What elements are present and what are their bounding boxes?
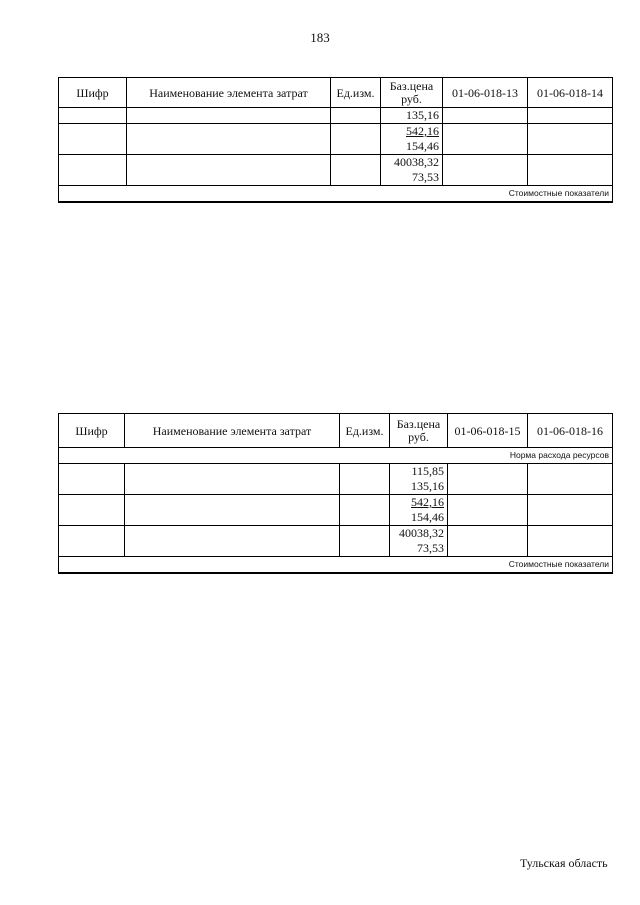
row-value-1 [443, 108, 528, 124]
summary-label [59, 573, 340, 574]
row-code [59, 155, 127, 170]
row-value-1 [448, 495, 528, 526]
row-price [381, 124, 443, 155]
cost-note-row [59, 186, 613, 202]
summary-label [59, 202, 331, 203]
column-header: Баз.цена руб. [390, 414, 448, 448]
row-unit [331, 124, 381, 155]
row-unit [340, 526, 390, 541]
row-unit [331, 170, 381, 186]
summary-value-1 [443, 202, 528, 203]
row-value-2 [528, 108, 613, 124]
footer-region: Тульская область [520, 856, 608, 870]
row-price: 135,16 [390, 479, 448, 494]
column-header: Ед.изм. [331, 78, 381, 108]
row-name [125, 479, 340, 494]
row-price: 73,53 [390, 541, 448, 557]
column-header: 01-06-018-13 [443, 78, 528, 108]
row-code [59, 541, 125, 557]
cost-note-row [59, 557, 613, 573]
row-value-2 [528, 541, 613, 557]
row-value-2 [528, 526, 613, 541]
row-code [59, 124, 127, 155]
summary-price [381, 202, 443, 203]
column-header: Шифр [59, 78, 127, 108]
row-unit [331, 155, 381, 170]
row-name [125, 495, 340, 526]
column-header: 01-06-018-16 [528, 414, 613, 448]
table-row [59, 464, 613, 480]
summary-row [59, 202, 613, 203]
table-row [59, 479, 613, 494]
column-header: Баз.цена руб. [381, 78, 443, 108]
table-row [59, 155, 613, 170]
row-code [59, 479, 125, 494]
price-value: 542,16 [406, 124, 439, 138]
row-name [127, 170, 331, 186]
row-price: 40038,32 [381, 155, 443, 170]
row-value-2 [528, 479, 613, 494]
row-unit [340, 541, 390, 557]
column-header: Ед.изм. [340, 414, 390, 448]
row-price: 115,85 [390, 464, 448, 480]
row-name [125, 541, 340, 557]
table-row [59, 170, 613, 186]
row-unit [340, 464, 390, 480]
row-name [125, 526, 340, 541]
price-value-2: 154,46 [406, 139, 439, 153]
summary-value-1 [448, 573, 528, 574]
row-value-2 [528, 170, 613, 186]
row-code [59, 526, 125, 541]
row-value-1 [448, 464, 528, 480]
header-row [59, 78, 613, 108]
page-number: 183 [310, 30, 330, 45]
row-price [390, 495, 448, 526]
table-row [59, 541, 613, 557]
row-code [59, 464, 125, 480]
column-header: 01-06-018-14 [528, 78, 613, 108]
row-value-2 [528, 124, 613, 155]
norm-note: Норма расхода ресурсов [59, 448, 613, 464]
row-name [127, 155, 331, 170]
column-header: Наименование элемента затрат [125, 414, 340, 448]
column-header: Наименование элемента затрат [127, 78, 331, 108]
row-value-1 [448, 526, 528, 541]
table-row [59, 495, 613, 526]
row-unit [340, 495, 390, 526]
cost-note: Стоимостные показатели [59, 186, 613, 202]
row-name [125, 464, 340, 480]
row-price: 135,16 [381, 108, 443, 124]
table-row [59, 108, 613, 124]
row-value-2 [528, 464, 613, 480]
row-code [59, 108, 127, 124]
column-header: Шифр [59, 414, 125, 448]
norm-note-row [59, 448, 613, 464]
price-value-2: 154,46 [411, 510, 444, 524]
row-value-2 [528, 495, 613, 526]
row-code [59, 495, 125, 526]
row-value-1 [443, 155, 528, 170]
table-row [59, 526, 613, 541]
row-unit [331, 108, 381, 124]
row-value-1 [448, 541, 528, 557]
row-value-1 [443, 170, 528, 186]
row-code [59, 170, 127, 186]
column-header: 01-06-018-15 [448, 414, 528, 448]
cost-table-2 [58, 413, 613, 574]
row-value-1 [443, 124, 528, 155]
table-row [59, 124, 613, 155]
cost-table-1 [58, 77, 613, 203]
row-name [127, 124, 331, 155]
row-unit [340, 479, 390, 494]
summary-price [390, 573, 448, 574]
summary-value-2 [528, 573, 613, 574]
price-value: 542,16 [411, 495, 444, 509]
row-value-2 [528, 155, 613, 170]
summary-unit [340, 573, 390, 574]
summary-value-2 [528, 202, 613, 203]
row-name [127, 108, 331, 124]
summary-row [59, 573, 613, 574]
row-price: 40038,32 [390, 526, 448, 541]
cost-note: Стоимостные показатели [59, 557, 613, 573]
summary-unit [331, 202, 381, 203]
row-price: 73,53 [381, 170, 443, 186]
header-row [59, 414, 613, 448]
row-value-1 [448, 479, 528, 494]
